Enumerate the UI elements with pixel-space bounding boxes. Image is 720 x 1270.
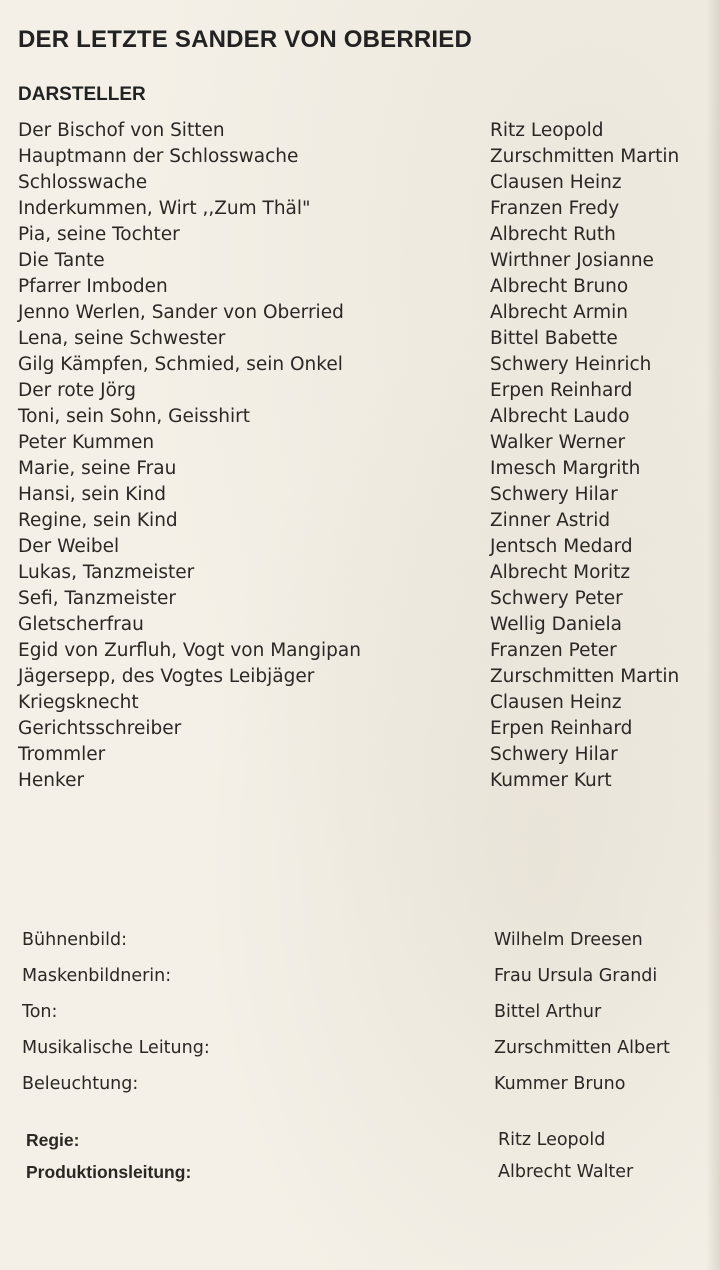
crew-row-label: Maskenbildnerin: (22, 966, 172, 986)
cast-row-value: Zurschmitten Martin (490, 666, 680, 687)
cast-row-value: Clausen Heinz (490, 172, 622, 193)
cast-row-label: Peter Kummen (18, 432, 155, 453)
cast-row (18, 586, 718, 612)
cast-row-value: Albrecht Laudo (490, 406, 630, 427)
cast-row-label: Lena, seine Schwester (18, 328, 226, 349)
crew-row (22, 994, 718, 1030)
cast-row-value: Schwery Hilar (490, 484, 618, 505)
leadership-row (26, 1124, 718, 1156)
crew-row-value: Wilhelm Dreesen (494, 930, 643, 950)
cast-row (18, 352, 718, 378)
cast-row-value: Zinner Astrid (490, 510, 611, 531)
cast-row-label: Lukas, Tanzmeister (18, 562, 195, 583)
crew-row-label: Beleuchtung: (22, 1074, 139, 1094)
cast-row-value: Ritz Leopold (490, 120, 604, 141)
leadership-list (26, 1124, 718, 1188)
cast-row (18, 742, 718, 768)
cast-row-label: Regine, sein Kind (18, 510, 178, 531)
cast-row (18, 404, 718, 430)
cast-row-label: Marie, seine Frau (18, 458, 177, 479)
cast-row-value: Erpen Reinhard (490, 718, 633, 739)
cast-row-label: Egid von Zurfluh, Vogt von Mangipan (18, 640, 361, 661)
cast-row-value: Albrecht Moritz (490, 562, 631, 583)
crew-row (22, 1030, 718, 1066)
cast-row-value: Jentsch Medard (490, 536, 633, 557)
cast-row-label: Gerichtsschreiber (18, 718, 182, 739)
cast-row-label: Der Bischof von Sitten (18, 120, 225, 141)
cast-row-label: Hauptmann der Schlosswache (18, 146, 299, 167)
cast-row-label: Toni, sein Sohn, Geisshirt (18, 406, 250, 427)
cast-row (18, 560, 718, 586)
cast-row-label: Die Tante (18, 250, 105, 271)
cast-row-value: Bittel Babette (490, 328, 618, 349)
cast-row (18, 612, 718, 638)
cast-row-label: Henker (18, 770, 85, 791)
cast-row-label: Gletscherfrau (18, 614, 144, 635)
cast-row-value: Albrecht Armin (490, 302, 628, 323)
cast-row (18, 326, 718, 352)
leadership-row-value: Albrecht Walter (498, 1162, 634, 1182)
cast-row (18, 144, 718, 170)
leadership-row-label: Produktionsleitung: (26, 1162, 192, 1182)
cast-list (18, 118, 718, 794)
cast-row-label: Inderkummen, Wirt ,,Zum Thäl" (18, 198, 311, 219)
cast-row (18, 716, 718, 742)
crew-row-label: Musikalische Leitung: (22, 1038, 210, 1058)
cast-row-label: Der Weibel (18, 536, 120, 557)
cast-heading: DARSTELLER (18, 84, 146, 105)
cast-row (18, 170, 718, 196)
cast-row-value: Wellig Daniela (490, 614, 622, 635)
cast-row-value: Schwery Peter (490, 588, 623, 609)
cast-row-value: Albrecht Bruno (490, 276, 629, 297)
cast-row-label: Jägersepp, des Vogtes Leibjäger (18, 666, 315, 687)
crew-row-label: Ton: (22, 1002, 58, 1022)
cast-row (18, 690, 718, 716)
cast-row (18, 274, 718, 300)
crew-row-label: Bühnenbild: (22, 930, 127, 950)
cast-row-value: Kummer Kurt (490, 770, 612, 791)
cast-row (18, 378, 718, 404)
crew-row-value: Kummer Bruno (494, 1074, 626, 1094)
cast-row (18, 430, 718, 456)
cast-row-label: Der rote Jörg (18, 380, 136, 401)
cast-row (18, 534, 718, 560)
crew-row-value: Zurschmitten Albert (494, 1038, 670, 1058)
cast-row-value: Franzen Fredy (490, 198, 620, 219)
cast-row (18, 300, 718, 326)
leadership-row-value: Ritz Leopold (498, 1130, 606, 1150)
cast-row (18, 482, 718, 508)
cast-row-value: Franzen Peter (490, 640, 617, 661)
cast-row-label: Trommler (18, 744, 106, 765)
cast-row-label: Gilg Kämpfen, Schmied, sein Onkel (18, 354, 343, 375)
cast-row-label: Hansi, sein Kind (18, 484, 167, 505)
cast-row (18, 664, 718, 690)
crew-row (22, 958, 718, 994)
cast-row-label: Jenno Werlen, Sander von Oberried (18, 302, 344, 323)
cast-row-label: Sefi, Tanzmeister (18, 588, 176, 609)
cast-row-value: Erpen Reinhard (490, 380, 633, 401)
crew-row-value: Frau Ursula Grandi (494, 966, 658, 986)
cast-row (18, 222, 718, 248)
cast-row-value: Zurschmitten Martin (490, 146, 680, 167)
cast-row-value: Albrecht Ruth (490, 224, 616, 245)
cast-row-value: Schwery Heinrich (490, 354, 652, 375)
cast-row-value: Walker Werner (490, 432, 626, 453)
crew-row-value: Bittel Arthur (494, 1002, 602, 1022)
cast-row (18, 456, 718, 482)
crew-list (22, 922, 718, 1102)
cast-row (18, 118, 718, 144)
crew-row (22, 1066, 718, 1102)
page-title: DER LETZTE SANDER VON OBERRIED (18, 26, 473, 53)
cast-row-value: Schwery Hilar (490, 744, 618, 765)
cast-row-label: Pia, seine Tochter (18, 224, 180, 245)
crew-row (22, 922, 718, 958)
cast-row-label: Schlosswache (18, 172, 148, 193)
leadership-row (26, 1156, 718, 1188)
cast-row-value: Clausen Heinz (490, 692, 622, 713)
cast-row-value: Wirthner Josianne (490, 250, 654, 271)
cast-row-label: Kriegsknecht (18, 692, 139, 713)
cast-row-value: Imesch Margrith (490, 458, 641, 479)
cast-row (18, 196, 718, 222)
cast-row (18, 248, 718, 274)
cast-row (18, 508, 718, 534)
cast-row (18, 638, 718, 664)
cast-row (18, 768, 718, 794)
leadership-row-label: Regie: (26, 1130, 80, 1150)
cast-row-label: Pfarrer Imboden (18, 276, 168, 297)
